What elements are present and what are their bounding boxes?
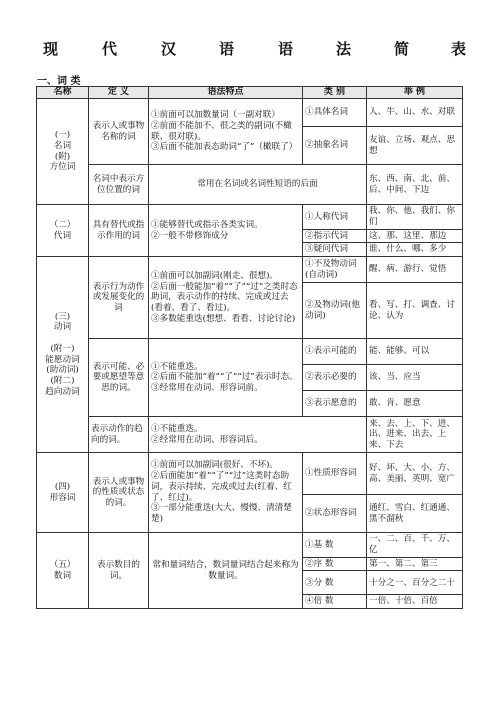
adjective-category: ①性质形容词	[303, 453, 367, 495]
noun-examples: 友谊、立场、观点、思想	[367, 127, 463, 165]
pronoun-category: ①人称代词	[303, 205, 367, 229]
modal-verb-features: ①不能重迭。 ②后面不能加“着”“了”“过”表示时态。 ③经常用在动词、形容词前。	[149, 339, 303, 417]
title-char: 简	[394, 40, 410, 58]
table-row	[37, 205, 463, 229]
modal-verb-category: ①表示可能的	[303, 339, 367, 365]
header-features: 语法特点	[149, 87, 303, 99]
pronoun-examples: 我、你、他、我们、你们	[367, 205, 463, 229]
header-row	[37, 87, 463, 99]
verb-examples: 醒、病、游行、觉悟	[367, 257, 463, 283]
verb-definition: 表示行为动作或发展变化的词	[89, 257, 149, 339]
table-row	[37, 339, 463, 365]
table-row	[37, 99, 463, 127]
table-row	[37, 453, 463, 495]
verb-name: (三) 动词 (附一) 能愿动词 (助动词) (附二) 趋向动词	[37, 257, 89, 453]
verb-category: ②及物动词(他动词)	[303, 283, 367, 339]
pronoun-features: ①能够替代或指示各类实词。 ②一般不带修饰成分	[149, 205, 303, 257]
header-category: 类 别	[303, 87, 367, 99]
numeral-category: ③分 数	[303, 571, 367, 595]
numeral-definition: 表示数目的词。	[89, 533, 149, 609]
title-char: 现	[43, 40, 59, 58]
modal-verb-definition: 表示可能、必要或愿望等意思的词。	[89, 339, 149, 417]
directional-verb-examples: 来、去、上、下、进、出、进来、出去、上来、下去	[367, 417, 463, 453]
table-row	[37, 417, 463, 453]
pronoun-category: ②指示代词	[303, 229, 367, 243]
numeral-examples: 十分之一、百分之二十	[367, 571, 463, 595]
pronoun-name: （二） 代词	[37, 205, 89, 257]
locative-definition: 名词中表示方位位置的词	[89, 165, 149, 205]
adjective-name: (四) 形容词	[37, 453, 89, 533]
modal-verb-category: ②表示必要的	[303, 365, 367, 391]
title-char: 表	[451, 40, 467, 58]
title-char: 语	[278, 40, 294, 58]
table-row	[37, 257, 463, 283]
numeral-category: ①基 数	[303, 533, 367, 557]
pronoun-examples: 这、那、这里、那边	[367, 229, 463, 243]
directional-verb-definition: 表示动作的趋向的词。	[89, 417, 149, 453]
numeral-category: ②序 数	[303, 557, 367, 571]
verb-features: ①前面可以加副词(刚走、很想)。 ②后面一般能加“着”“了”“过”之类时态助词，表示动作的持续、完成或过去(看着、看了、看过)。 ③多数能重迭(想想、看看、讨论讨论)	[149, 257, 303, 339]
numeral-examples: 一倍、十倍、百倍	[367, 595, 463, 609]
noun-name: (一) 名词 (附) 方位词	[37, 99, 89, 205]
modal-verb-examples: 敢、肯、愿意	[367, 391, 463, 417]
title-char: 汉	[161, 40, 177, 58]
title-char: 法	[336, 40, 352, 58]
title-char: 代	[102, 40, 118, 58]
header-definition: 定 义	[89, 87, 149, 99]
modal-verb-examples: 该、当、应当	[367, 365, 463, 391]
adjective-examples: 通红、雪白、红通通、黑不溜秋	[367, 495, 463, 533]
noun-category: ②抽象名词	[303, 127, 367, 165]
adjective-features: ①前面可以加副词(很好、不坏)。 ②后面能加“着”“了”“过”这类时态助词，表示持续、完成或过去(红着、红了、红过)。 ③一部分能重迭(大大、慢慢、清清楚楚)	[149, 453, 303, 533]
modal-verb-category: ③表示愿意的	[303, 391, 367, 417]
verb-examples: 看、写、打、调查、讨论、认为	[367, 283, 463, 339]
adjective-category: ②状态形容词	[303, 495, 367, 533]
noun-features: ①前面可以加数量词（一副对联） ②前面不能加不、很之类的副词(不橄联、很对联)。 ③后面不能加表态助词“了”（橄联了）	[149, 99, 303, 165]
numeral-name: （五） 数词	[37, 533, 89, 609]
numeral-category: ④倍 数	[303, 595, 367, 609]
pronoun-definition: 具有替代或指示作用的词	[89, 205, 149, 257]
noun-category: ①具体名词	[303, 99, 367, 127]
adjective-definition: 表示人或事物的性质或状态的词。	[89, 453, 149, 533]
pronoun-examples: 谁、什么、哪、多少	[367, 243, 463, 257]
adjective-examples: 好、坏、大、小、方、高、美丽、英明、宽广	[367, 453, 463, 495]
table-row	[37, 165, 463, 205]
verb-category: ①不及物动词(自动词)	[303, 257, 367, 283]
noun-definition: 表示人或事物名称的词	[89, 99, 149, 165]
document-title	[0, 38, 502, 58]
section-heading: 一、词 类	[37, 76, 81, 87]
numeral-examples: 第一、第二、第三	[367, 557, 463, 571]
header-name: 名称	[37, 87, 89, 99]
grammar-table	[36, 86, 463, 609]
locative-features: 常用在名词或名词性短语的后面	[149, 165, 367, 205]
noun-examples: 人、牛、山、水、对联	[367, 99, 463, 127]
title-char: 语	[219, 40, 235, 58]
pronoun-category: ③疑问代词	[303, 243, 367, 257]
numeral-examples: 一、二、百、千、万、亿	[367, 533, 463, 557]
modal-verb-examples: 能、能够、可以	[367, 339, 463, 365]
numeral-features: 常和量词结合，数词量词结合起来称为数量词。	[149, 533, 303, 609]
directional-verb-features: ①不能重迭。 ②经常用在动词、形容词后。	[149, 417, 367, 453]
table-row	[37, 533, 463, 557]
header-examples: 举 例	[367, 87, 463, 99]
locative-examples: 东、西、南、北、前、后、中间、下边	[367, 165, 463, 205]
